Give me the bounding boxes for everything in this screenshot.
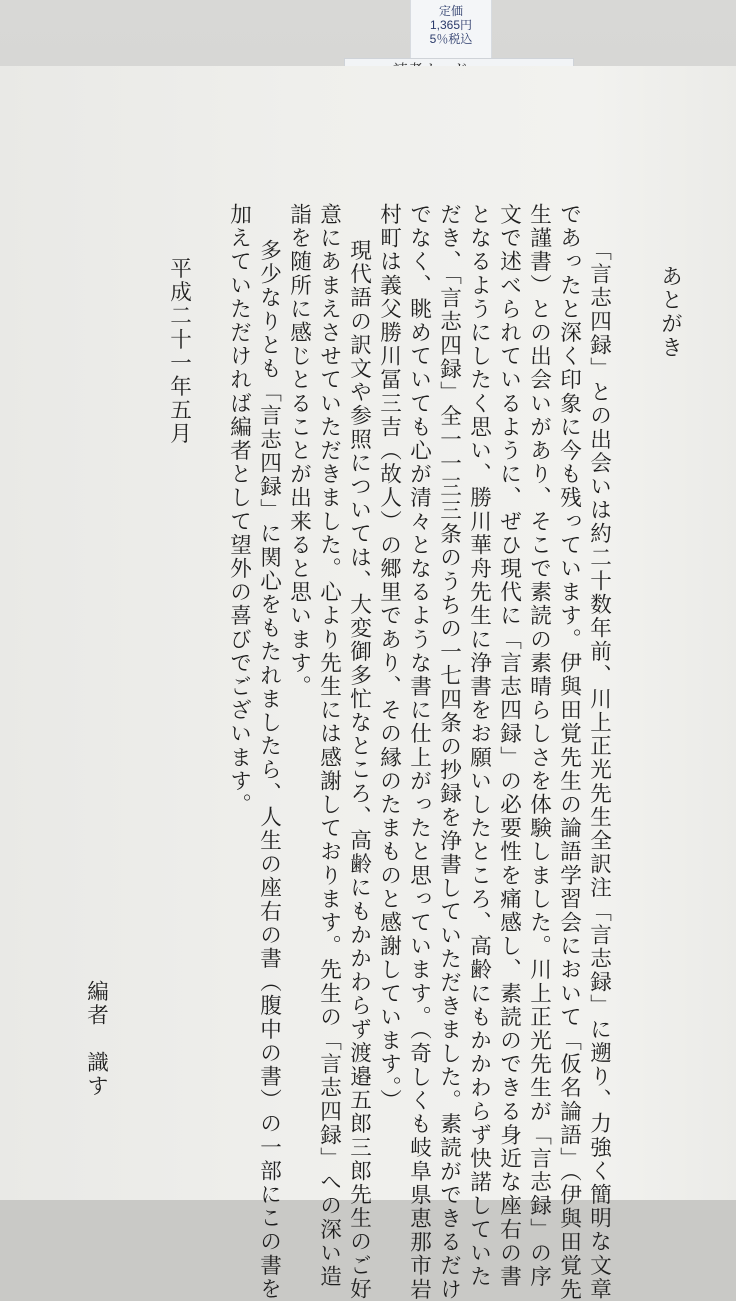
body-line-6: だき、「言志四録」全一一三三条のうちの一七四条の抄録を浄書していただきました。素読ができるだけ xyxy=(436,203,462,1301)
body-line-5: となるようにしたく思い、勝川華舟先生に浄書をお願いしたところ、高齢にもかかわらず快諾していた xyxy=(466,203,492,1289)
signature-line: 編者 識す xyxy=(83,980,109,1098)
body-line-9: 現代語の訳文や参照については、大変御多忙なところ、高齢にもかかわらず渡邉五郎三郎先生のご好 xyxy=(346,239,372,1301)
book-page xyxy=(0,66,736,1301)
page-title: あとがき xyxy=(657,265,683,360)
body-line-11: 詣を随所に感じとることが出来ると思います。 xyxy=(286,203,312,699)
body-line-10: 意にあまえさせていただきました。心より先生には感謝しております。先生の「言志四録」への深い造 xyxy=(316,203,342,1289)
body-line-4: 文で述べられているように、ぜひ現代に「言志四録」の必要性を痛感し、素読のできる身近な座右の書 xyxy=(496,203,522,1289)
date-line: 平成二十一年五月 xyxy=(166,257,192,446)
body-line-8: 村町は義父勝川冨三吉（故人）の郷里であり、その縁のたまものと感謝しています。） xyxy=(376,203,402,1113)
body-line-3: 生謹書）との出会いがあり、そこで素読の素晴らしさを体験しました。川上正光先生が「言志録」の序 xyxy=(526,203,552,1289)
body-line-13: 加えていただければ編者として望外の喜びでございます。 xyxy=(226,203,252,817)
afterword-text xyxy=(0,66,736,1301)
price-tag xyxy=(410,0,492,66)
price-tax-note: 5％税込 xyxy=(429,32,473,46)
body-line-2: であったと深く印象に今も残っています。伊與田覚先生の論語学習会において「仮名論語」（伊與田覚先 xyxy=(556,203,582,1301)
body-line-12: 多少なりとも「言志四録」に関心をもたれましたら、人生の座右の書（腹中の書）の一部にこの書を xyxy=(256,239,282,1301)
price-value: 1,365円 xyxy=(429,18,473,32)
body-line-1: 「言志四録」との出会いは約二十数年前、川上正光先生全訳注「言志録」に遡り、力強く簡明な文章 xyxy=(586,239,612,1301)
price-label: 定価 xyxy=(438,4,463,18)
body-line-7: でなく、眺めていても心が清々となるような書に仕上がったと思っています。（奇しくも岐阜県恵那市岩 xyxy=(406,203,432,1301)
